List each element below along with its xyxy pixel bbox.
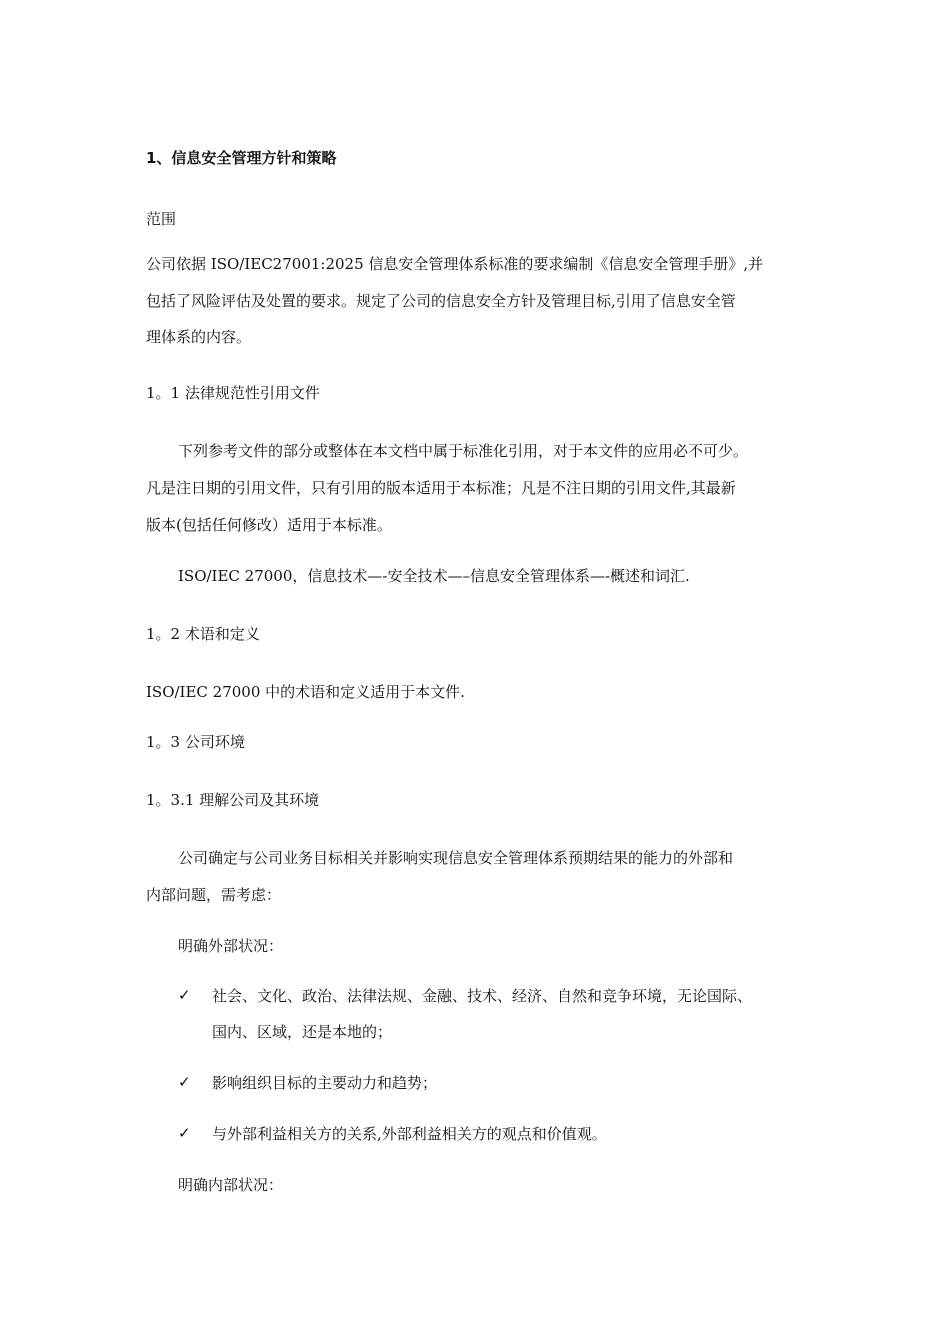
scope-heading: 范围	[146, 210, 177, 228]
heading-1-1: 1。1 法律规范性引用文件	[146, 384, 320, 402]
heading-1-3: 1。3 公司环境	[146, 733, 245, 751]
heading-1-3-1: 1。3.1 理解公司及其环境	[146, 791, 320, 809]
heading-1-2: 1。2 术语和定义	[146, 625, 260, 643]
bullet-1-line-2: 国内、区域，还是本地的；	[212, 1023, 393, 1041]
terms-text: ISO/IEC 27000 中的术语和定义适用于本文件.	[146, 683, 465, 701]
checkmark-icon: ✓	[178, 986, 191, 1004]
ref-standard: ISO/IEC 27000，信息技术—-安全技术—–信息安全管理体系—-概述和词汇.	[178, 567, 690, 585]
ref-para-line-2: 凡是注日期的引用文件，只有引用的版本适用于本标准；凡是不注日期的引用文件,其最新	[146, 479, 736, 497]
internal-label: 明确内部状况：	[178, 1176, 284, 1194]
ref-para-line-1: 下列参考文件的部分或整体在本文档中属于标准化引用，对于本文件的应用必不可少。	[178, 442, 749, 460]
scope-line-3: 理体系的内容。	[146, 328, 252, 346]
context-line-2: 内部问题，需考虑：	[146, 886, 282, 904]
checkmark-icon: ✓	[178, 1124, 191, 1142]
bullet-2-line-1: 影响组织目标的主要动力和趋势；	[212, 1074, 438, 1092]
checkmark-icon: ✓	[178, 1073, 191, 1091]
external-label: 明确外部状况：	[178, 937, 284, 955]
scope-line-1: 公司依据 ISO/IEC27001:2025 信息安全管理体系标准的要求编制《信息安全管理手册》,并	[146, 255, 764, 273]
bullet-3-line-1: 与外部利益相关方的关系,外部利益相关方的观点和价值观。	[212, 1125, 607, 1143]
ref-para-line-3: 版本(包括任何修改）适用于本标准。	[146, 516, 392, 534]
section-title: 1、信息安全管理方针和策略	[146, 149, 337, 167]
scope-line-2: 包括了风险评估及处置的要求。规定了公司的信息安全方针及管理目标,引用了信息安全管	[146, 292, 736, 310]
bullet-1-line-1: 社会、文化、政治、法律法规、金融、技术、经济、自然和竞争环境，无论国际、	[212, 987, 753, 1005]
context-line-1: 公司确定与公司业务目标相关并影响实现信息安全管理体系预期结果的能力的外部和	[178, 849, 734, 867]
